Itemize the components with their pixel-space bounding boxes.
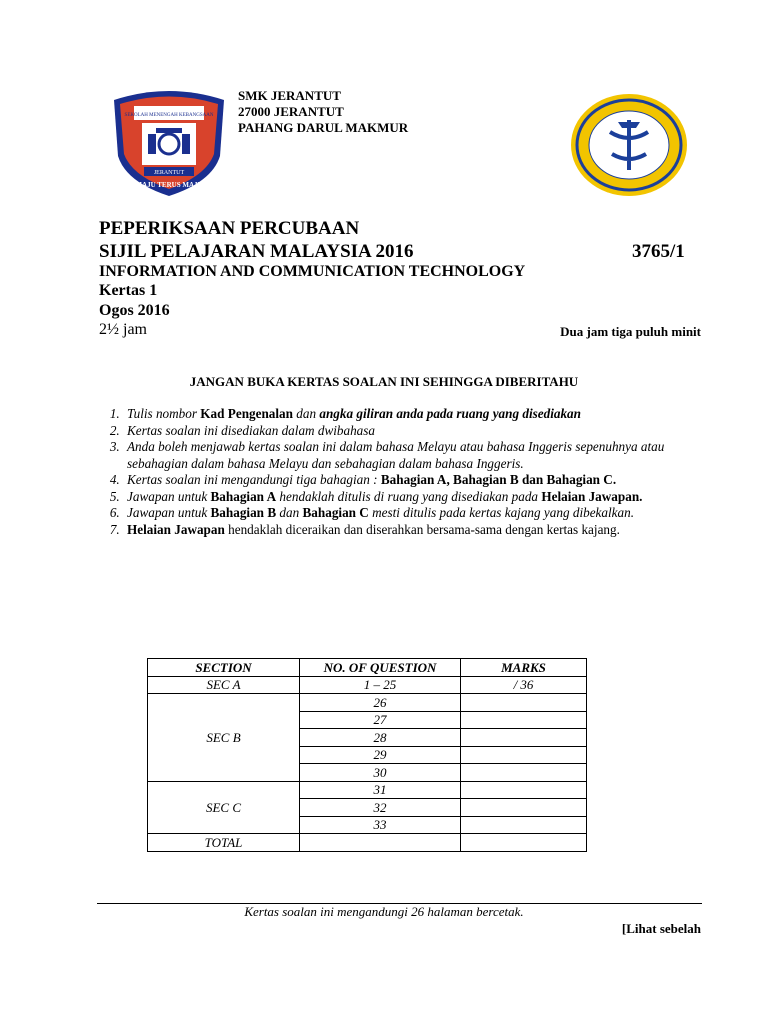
question-number: 33: [300, 816, 461, 834]
question-number: 27: [300, 711, 461, 729]
instructions-list: [99, 406, 707, 538]
page-count-note: Kertas soalan ini mengandungi 26 halaman bercetak.: [244, 904, 524, 919]
marks-table: [147, 658, 587, 852]
section-a-marks: / 36: [461, 676, 587, 694]
exam-title-line1: PEPERIKSAAN PERCUBAAN: [99, 218, 360, 239]
instruction-item: 7. Helaian Jawapan hendaklah diceraikan dan diserahkan bersama-sama dengan kertas kajang.: [123, 522, 707, 539]
marks-cell: [461, 729, 587, 747]
header-marks: MARKS: [461, 659, 587, 677]
marks-cell: [461, 781, 587, 799]
instruction-item: 1. Tulis nombor Kad Pengenalan dan angka giliran anda pada ruang yang disediakan: [123, 406, 707, 423]
table-row: [148, 676, 587, 694]
crest-top-text: SEKOLAH MENENGAH KEBANGSAAN: [124, 113, 214, 118]
instruction-item: 5. Jawapan untuk Bahagian A hendaklah ditulis di ruang yang disediakan pada Helaian Jawapan.: [123, 489, 707, 506]
marks-cell: [461, 764, 587, 782]
school-name: SMK JERANTUT: [238, 88, 341, 103]
question-number: 26: [300, 694, 461, 712]
instruction-item: 2. Kertas soalan ini disediakan dalam dwibahasa: [123, 423, 707, 440]
paper-code: 3765/1: [632, 241, 685, 262]
turn-over-note: [Lihat sebelah: [621, 921, 701, 936]
header-section: SECTION: [148, 659, 300, 677]
instruction-item: 3. Anda boleh menjawab kertas soalan ini dalam bahasa Melayu atau bahasa Inggeris sepenuhnya atau sebahagian dalam bahasa Melayu dan sebahagian dalam bahasa Inggeris.: [123, 439, 707, 472]
table-header-row: [148, 659, 587, 677]
instruction-item: 6. Jawapan untuk Bahagian B dan Bahagian C mesti ditulis pada kertas kajang yang dibekalkan.: [123, 505, 707, 522]
instruction-item: 4. Kertas soalan ini mengandungi tiga bahagian : Bahagian A, Bahagian B dan Bahagian C.: [123, 472, 707, 489]
question-number: 32: [300, 799, 461, 817]
question-number: 30: [300, 764, 461, 782]
school-postcode: 27000 JERANTUT: [238, 104, 344, 119]
marks-cell: [461, 816, 587, 834]
section-a-questions: 1 – 25: [300, 676, 461, 694]
paper-number: Kertas 1: [99, 282, 158, 299]
total-questions-cell: [300, 834, 461, 852]
section-a-label: SEC A: [148, 676, 300, 694]
do-not-open-warning: JANGAN BUKA KERTAS SOALAN INI SEHINGGA DIBERITAHU: [189, 374, 579, 389]
marks-cell: [461, 746, 587, 764]
crest-name-text: JERANTUT: [153, 170, 185, 176]
question-number: 31: [300, 781, 461, 799]
exam-title-line2: SIJIL PELAJARAN MALAYSIA 2016: [99, 241, 414, 262]
table-row: [148, 834, 587, 852]
school-address: [238, 88, 408, 136]
section-c-label: SEC C: [148, 781, 300, 834]
education-department-seal-logo: [568, 92, 690, 198]
exam-duration: 2½ jam: [99, 321, 147, 338]
table-row: [148, 694, 587, 712]
total-label: TOTAL: [148, 834, 300, 852]
exam-month: Ogos 2016: [99, 302, 170, 319]
marks-cell: [461, 694, 587, 712]
table-row: [148, 781, 587, 799]
school-state: PAHANG DARUL MAKMUR: [238, 120, 409, 135]
question-number: 28: [300, 729, 461, 747]
subject-title: INFORMATION AND COMMUNICATION TECHNOLOGY: [99, 263, 526, 280]
crest-motto-text: MAJU TERUS MAJU: [135, 181, 203, 189]
marks-cell: [461, 711, 587, 729]
marks-cell: [461, 799, 587, 817]
exam-duration-words: Dua jam tiga puluh minit: [560, 324, 701, 339]
school-crest-logo: [108, 86, 230, 198]
header-questions: NO. OF QUESTION: [300, 659, 461, 677]
section-b-label: SEC B: [148, 694, 300, 782]
question-number: 29: [300, 746, 461, 764]
total-marks-cell: [461, 834, 587, 852]
